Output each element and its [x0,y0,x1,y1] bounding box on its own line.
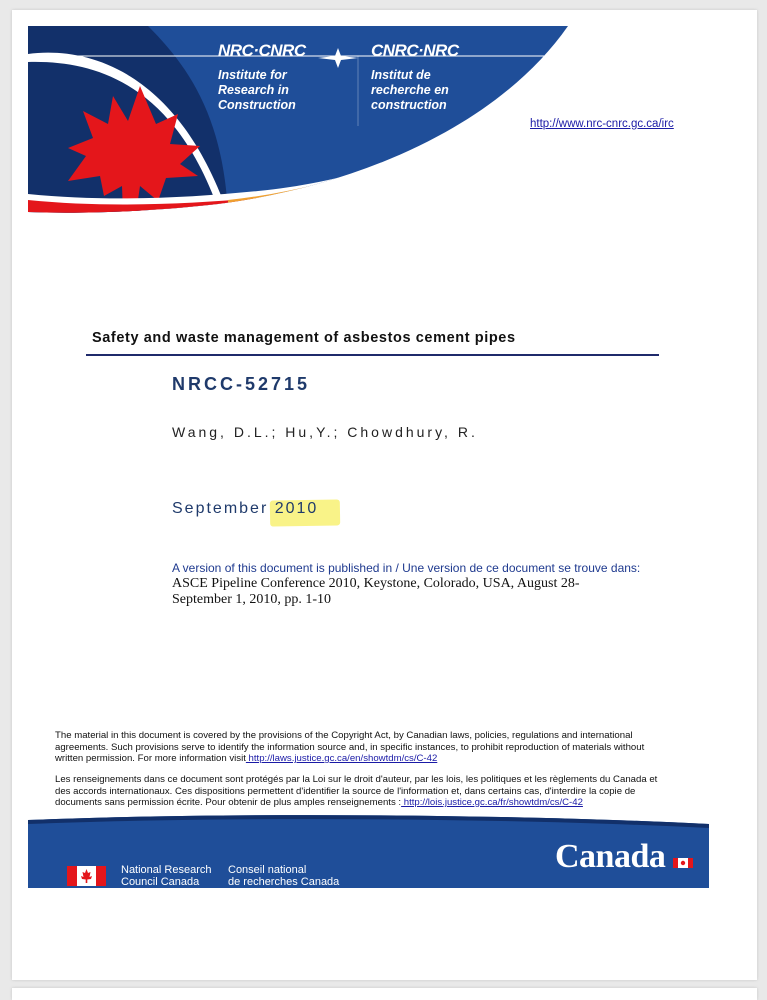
footer-fr-line: Conseil national [228,864,307,876]
irc-website-link[interactable]: http://www.nrc-cnrc.gc.ca/irc [530,118,674,130]
report-number: NRCC-52715 [172,374,311,394]
copyright-link-en[interactable]: http://laws.justice.gc.ca/en/showtdm/cs/C-42 [245,753,438,764]
logo-fr-line: recherche en [371,83,449,97]
logo-fr-text [371,68,449,113]
logo-en-line: Institute for [218,68,287,82]
footer-en-line: National Research [121,864,212,876]
footer-fr-name [228,864,339,888]
publication-date: September 2010 [172,500,319,517]
logo-fr-mark: CNRC·NRC [371,41,459,60]
copyright-notice-fr [55,774,675,809]
canada-flag-icon [67,866,106,886]
nrc-irc-banner [28,26,568,214]
logo-fr-line: Institut de [371,68,431,82]
conference-citation: ASCE Pipeline Conference 2010, Keystone, Colorado, USA, August 28-September 1, 2010, pp. 1-10 [172,576,580,607]
logo-en-line: Construction [218,98,296,112]
canada-wordmark: Canada [555,838,666,875]
version-note: A version of this document is published in / Une version de ce document se trouve dans: [172,561,641,575]
copyright-link-fr[interactable]: http://lois.justice.gc.ca/fr/showtdm/cs/C-42 [401,797,583,808]
logo-en-line: Research in [218,83,289,97]
footer-en-line: Council Canada [121,876,200,888]
copyright-text-en: The material in this document is covered by the provisions of the Copyright Act, by Canadian laws, policies, regulations and international agreements. Such provisions serve to identify the information source and, in specific instances, to prohibit reproduction of materials without written permission. For more information visit [55,730,645,764]
document-title: Safety and waste management of asbestos cement pipes [92,330,516,346]
authors: Wang, D.L.; Hu,Y.; Chowdhury, R. [172,424,478,440]
copyright-notice-en [55,730,665,765]
footer-en-name [121,864,212,888]
logo-fr-line: construction [371,98,447,112]
title-divider [86,354,659,356]
logo-en-mark: NRC·CNRC [218,41,306,60]
wordmark-flag-icon [673,855,693,865]
copyright-text-fr: Les renseignements dans ce document sont protégés par la Loi sur le droit d'auteur, par les lois, les politiques et les règlements du Canada et des accords internationaux. Ces dispositions permettent d'identifier la source de l'information et, dans certains cas, d'interdire la copie de documents sans permission écrite. Pour obtenir de plus amples renseignements : [55,774,658,808]
next-page-edge [12,988,757,1000]
footer-fr-line: de recherches Canada [228,876,340,888]
logo-en-text [218,68,296,113]
